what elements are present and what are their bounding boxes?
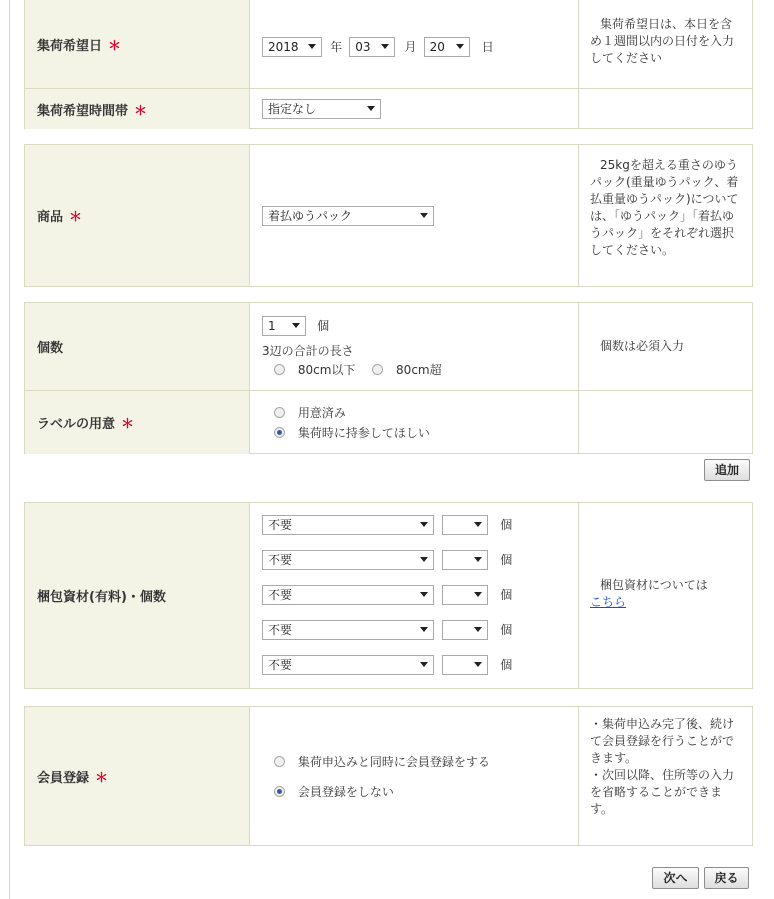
pickup-date-note-text: 集荷希望日は、本日を含め１週間以内の日付を入力してください [590,17,735,65]
packing-note [579,503,752,688]
year-select-value: 2018 [268,40,299,54]
membership-label [25,707,250,845]
packing-unit: 個 [500,552,513,567]
count-value [250,303,579,390]
packing-qty-select[interactable] [442,585,488,605]
packing-item-select-value: 不要 [268,623,293,637]
chevron-down-icon [474,592,482,597]
packing-qty-select[interactable] [442,655,488,675]
length-label: 3辺の合計の長さ [262,344,354,358]
label-prep-option-2-text: 集荷時に持参してほしい [297,426,430,440]
packing-item-row [262,585,512,605]
day-unit: 日 [481,39,494,54]
required-mark: ＊ [95,770,109,786]
count-unit: 個 [317,318,330,333]
count-row [25,303,752,390]
packing-unit: 個 [500,657,513,672]
chevron-down-icon [420,522,428,527]
packing-qty-select[interactable] [442,515,488,535]
length-option-80-over: 80cm超 [396,363,442,377]
month-select-value: 03 [355,40,371,54]
radio-no-register[interactable] [274,786,285,797]
count-note-text: 個数は必須入力 [600,339,685,353]
product-block [24,144,753,287]
length-options [274,361,442,378]
pickup-block [24,0,753,129]
day-select-value: 20 [429,40,445,54]
pickup-time-label [25,89,250,129]
membership-option-1[interactable] [274,753,490,770]
chevron-down-icon [474,522,482,527]
radio-label-bring[interactable] [274,427,285,438]
packing-block [24,502,753,689]
packing-value [250,503,579,688]
label-prep-note [579,391,752,454]
chevron-down-icon [456,44,464,49]
pickup-date-value [250,0,579,88]
packing-item-row [262,550,512,570]
label-prep-value [250,391,579,454]
chevron-down-icon [292,323,300,328]
required-mark: ＊ [108,38,122,54]
packing-item-select[interactable] [262,655,434,675]
back-button[interactable]: 戻る [704,867,749,889]
packing-note-text: 梱包資材については [600,578,708,592]
required-mark: ＊ [69,210,83,225]
packing-item-select[interactable] [262,515,434,535]
packing-label-text: 梱包資材(有料)・個数 [37,590,166,605]
membership-option-1-text: 集荷申込みと同時に会員登録をする [297,755,490,769]
pickup-time-label-text: 集荷希望時間帯 [37,103,129,119]
chevron-down-icon [420,213,428,218]
chevron-down-icon [420,627,428,632]
packing-item-select-value: 不要 [268,553,293,567]
packing-label [25,503,250,688]
label-prep-label [25,391,250,454]
pickup-time-note [579,89,752,129]
packing-item-select[interactable] [262,585,434,605]
pickup-date-row [25,0,752,88]
pickup-time-value [250,89,579,129]
packing-item-select-value: 不要 [268,518,293,532]
label-prep-row [25,390,752,454]
radio-length-80-under[interactable] [274,364,285,375]
membership-label-text: 会員登録 [37,770,90,786]
required-mark: ＊ [134,103,148,119]
packing-item-row [262,655,512,675]
pickup-time-select[interactable] [262,99,381,119]
packing-item-row [262,620,512,640]
radio-label-prepared[interactable] [274,407,285,418]
packing-item-select-value: 不要 [268,658,293,672]
membership-option-2[interactable] [274,783,394,800]
pickup-time-row [25,88,752,129]
chevron-down-icon [420,557,428,562]
packing-info-link[interactable]: こちら [590,595,627,609]
pickup-date-note [579,0,752,88]
product-note-text: 25kgを超える重さのゆうパック(重量ゆうパック、着払重量ゆうパック)については、「ゆうパック」「着払ゆうパック」をそれぞれ選択してください。 [590,158,739,257]
packing-item-row [262,515,512,535]
packing-item-select[interactable] [262,620,434,640]
count-note [579,303,752,390]
chevron-down-icon [420,662,428,667]
packing-qty-select[interactable] [442,550,488,570]
chevron-down-icon [308,44,316,49]
product-select[interactable] [262,206,434,226]
membership-option-2-text: 会員登録をしない [297,785,394,799]
packing-unit: 個 [500,587,513,602]
packing-unit: 個 [500,517,513,532]
chevron-down-icon [381,44,389,49]
product-value [250,145,579,286]
label-prep-label-text: ラベルの用意 [37,417,116,432]
count-select[interactable] [262,316,306,336]
count-label-text: 個数 [37,341,64,356]
year-unit: 年 [330,39,343,54]
length-option-80-under: 80cm以下 [297,363,356,377]
radio-register-member[interactable] [274,756,285,767]
pickup-date-label [25,0,250,88]
label-prep-option-2[interactable] [274,424,430,441]
year-select[interactable] [262,37,322,57]
packing-item-select-value: 不要 [268,588,293,602]
packing-qty-select[interactable] [442,620,488,640]
membership-row [25,707,752,845]
packing-unit: 個 [500,622,513,637]
packing-row [25,503,752,688]
month-unit: 月 [404,39,417,54]
page-left-border [9,0,10,899]
pickup-date-label-text: 集荷希望日 [37,38,103,54]
membership-block [24,706,753,846]
count-select-value: 1 [268,319,276,333]
chevron-down-icon [474,662,482,667]
membership-value [250,707,579,845]
chevron-down-icon [474,627,482,632]
radio-length-80-over[interactable] [372,364,383,375]
product-label [25,145,250,286]
day-select[interactable] [424,37,470,57]
label-prep-option-1[interactable] [274,404,346,421]
packing-item-select[interactable] [262,550,434,570]
required-mark: ＊ [121,417,135,432]
product-row [25,145,752,286]
add-button[interactable]: 追加 [704,459,750,481]
month-select[interactable] [349,37,395,57]
chevron-down-icon [420,592,428,597]
label-prep-option-1-text: 用意済み [297,406,346,420]
product-label-text: 商品 [37,210,64,225]
count-block [24,302,753,454]
count-label [25,303,250,390]
chevron-down-icon [474,557,482,562]
membership-note [579,707,752,845]
product-select-value: 着払ゆうパック [268,209,353,223]
product-note [579,145,752,286]
next-button[interactable]: 次へ [652,867,699,889]
chevron-down-icon [367,106,375,111]
membership-note-text: ・集荷申込み完了後、続けて会員登録を行うことができます。 ・次回以降、住所等の入力を省略することができます。 [590,717,735,816]
pickup-time-select-value: 指定なし [268,102,317,116]
